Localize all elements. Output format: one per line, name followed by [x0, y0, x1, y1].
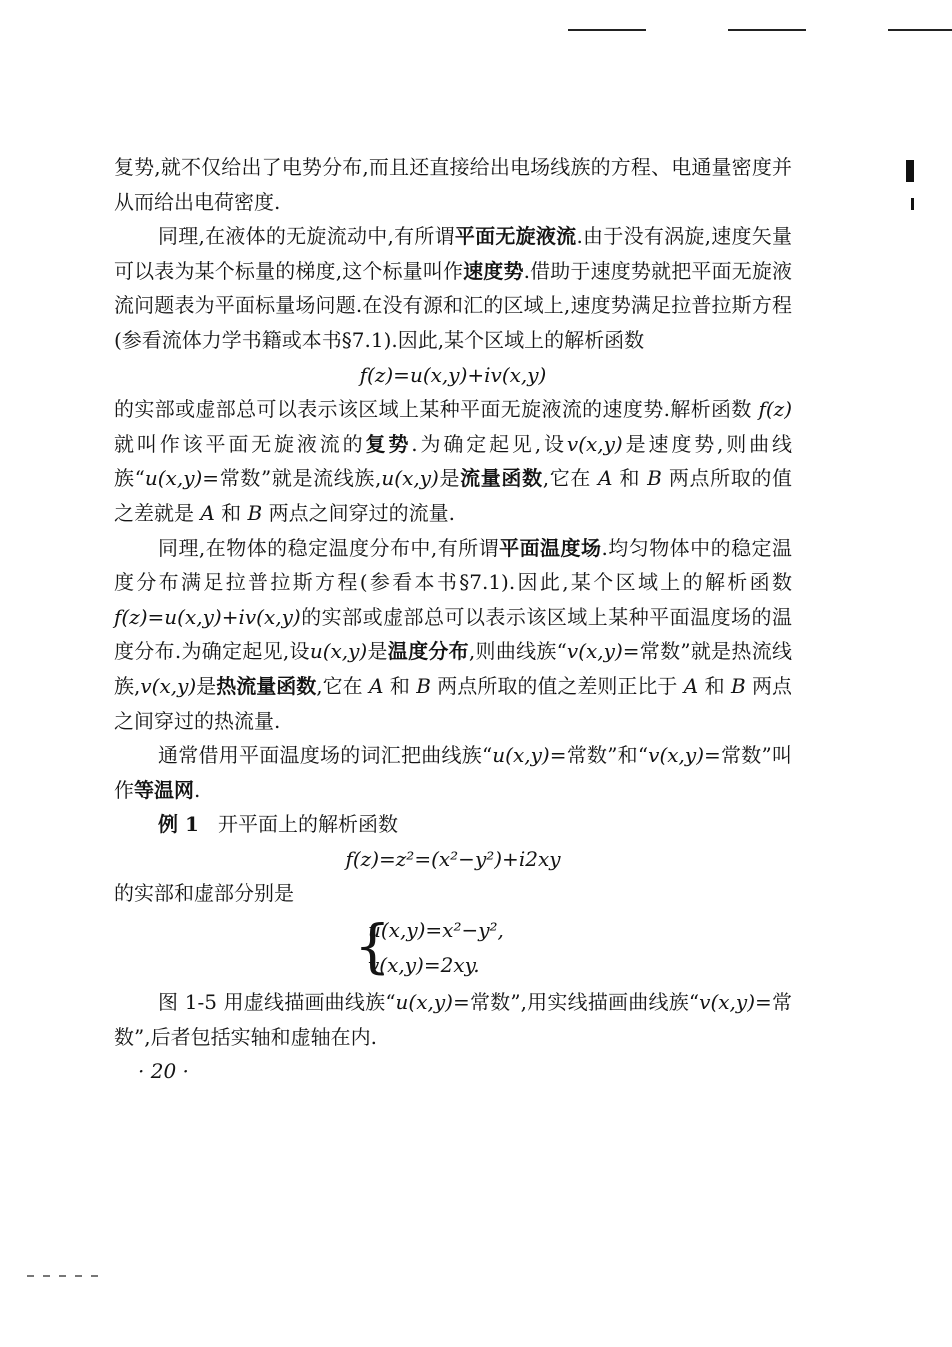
text-run: 图 1-5 用虚线描画曲线族“	[158, 990, 396, 1015]
text-run: ,它在	[542, 466, 599, 491]
math-inline: B	[416, 673, 431, 698]
text-run: .均匀物体中的稳定温度分布满足拉普拉斯方程(参看本书§7.1).因此,某个区域上的解析函数	[114, 535, 793, 595]
left-brace: {	[354, 912, 391, 981]
math-inline: v(x,y)	[566, 431, 623, 456]
header-rule-3	[888, 29, 952, 31]
math-inline: u(x,y)	[309, 639, 368, 664]
term-bold: 复势	[365, 431, 412, 456]
math-inline: A	[683, 673, 699, 698]
math-inline: u(x,y)	[492, 743, 550, 768]
term-bold: 平面温度场	[499, 535, 602, 560]
text-run: =常数”和“	[549, 743, 649, 768]
term-bold: 温度分布	[387, 639, 469, 664]
text-run: 的实部或虚部总可以表示该区域上某种平面无旋液流的速度势.解析函数	[114, 397, 759, 422]
page-number: · 20 ·	[138, 1059, 189, 1084]
text-run: =常数”叫作	[114, 743, 792, 802]
math-inline: A	[369, 673, 384, 698]
text-run: 的实部或虚部总可以表示该区域上某种平面温度场的温度分布.为确定起见,设	[114, 604, 792, 664]
term-bold: 等温网	[134, 777, 194, 802]
header-rule-2	[728, 29, 806, 31]
example-label: 例 1	[158, 812, 199, 837]
text-run: 同理,在液体的无旋流动中,有所谓	[158, 224, 455, 249]
paragraph-1: 复势,就不仅给出了电势分布,而且还直接给出电场线族的方程、电通量密度并从而给出电荷密度.	[114, 155, 792, 214]
margin-mark	[906, 160, 914, 182]
text-run: 是	[438, 466, 461, 491]
text-run: 通常借用平面温度场的词汇把曲线族“	[158, 743, 493, 768]
text-run: 是速度势,则曲线族“	[114, 431, 793, 491]
text-run: 是	[367, 639, 388, 664]
term-bold: 热流量函数	[216, 673, 317, 698]
math-inline: f(z)=u(x,y)+iv(x,y)	[114, 604, 301, 629]
text-run: .由于没有涡旋,速度矢量可以表为某个标量的梯度,这个标量叫作	[114, 224, 793, 283]
math-inline: u(x,y)	[381, 466, 439, 491]
margin-mark-small	[911, 198, 914, 210]
scan-artifact	[27, 1275, 107, 1277]
text-run: 和	[612, 466, 648, 491]
text-run: .借助于速度势就把平面无旋液流问题表为平面标量场问题.在没有源和汇的区域上,速度势满足拉普拉斯方程(参看流体力学书籍或本书§7.1).因此,某个区域上的解析函数	[114, 258, 793, 352]
text-run: 和	[698, 673, 731, 698]
text-run: 是	[196, 673, 217, 698]
text-run: =常数”,后者包括实轴和虚轴在内.	[114, 990, 792, 1049]
text-run: 和	[383, 673, 417, 698]
text-run: 两点之间穿过的热流量.	[114, 673, 793, 733]
text-run: ,它在	[316, 673, 370, 698]
text-run: 同理,在物体的稳定温度分布中,有所谓	[158, 535, 500, 560]
text-run: ,则曲线族“	[468, 639, 567, 664]
math-inline: A	[598, 466, 613, 491]
paragraph-2	[114, 219, 792, 357]
math-inline: u(x,y)	[144, 466, 203, 491]
text-run: 和	[214, 500, 248, 525]
math-inline: B	[730, 673, 746, 698]
math-inline: f(z)	[758, 397, 792, 422]
math-inline: v(x,y)	[648, 743, 704, 768]
math-inline: A	[200, 500, 215, 525]
text-run: 两点所取的值之差就是	[114, 466, 793, 525]
paragraph-5	[114, 738, 792, 807]
paragraph-6: 的实部和虚部分别是	[114, 881, 294, 906]
math-inline: v(x,y)	[699, 990, 755, 1015]
system-lines	[368, 913, 504, 982]
text-run: 两点之间穿过的流量.	[262, 500, 455, 525]
term-bold: 流量函数	[460, 466, 543, 491]
body-text	[114, 150, 792, 1089]
text-run: =常数”,用实线描画曲线族“	[452, 990, 700, 1015]
math-inline: v(x,y)	[140, 673, 197, 698]
equation-2: f(z)=z²=(x²−y²)+i2xy	[345, 846, 561, 871]
text-run: .为确定起见,设	[411, 431, 567, 456]
math-inline: v(x,y)	[566, 639, 623, 664]
text-run: =常数”就是流线族,	[202, 466, 382, 491]
paragraph-4	[114, 531, 792, 739]
paragraph-3	[114, 392, 792, 530]
system-line-2: v(x,y)=2xy.	[368, 952, 480, 977]
equation-1: f(z)=u(x,y)+iv(x,y)	[359, 362, 547, 387]
term-bold: 速度势	[463, 258, 524, 283]
term-bold: 平面无旋液流	[454, 224, 577, 249]
text-run: 就叫作该平面无旋液流的	[114, 431, 366, 456]
text-run: 开平面上的解析函数	[217, 812, 398, 837]
header-rule-1	[568, 29, 646, 31]
text-run: =常数”就是热流线族,	[114, 639, 792, 698]
text-run: .	[194, 777, 201, 802]
system-line-1: u(x,y)=x²−y²,	[368, 918, 504, 943]
example-heading	[114, 807, 792, 842]
text-run: 两点所取的值之差则正比于	[430, 673, 684, 698]
math-inline: u(x,y)	[395, 990, 453, 1015]
paragraph-7	[114, 985, 792, 1054]
math-inline: B	[247, 500, 263, 525]
math-inline: B	[647, 466, 662, 491]
equation-system	[354, 911, 614, 985]
